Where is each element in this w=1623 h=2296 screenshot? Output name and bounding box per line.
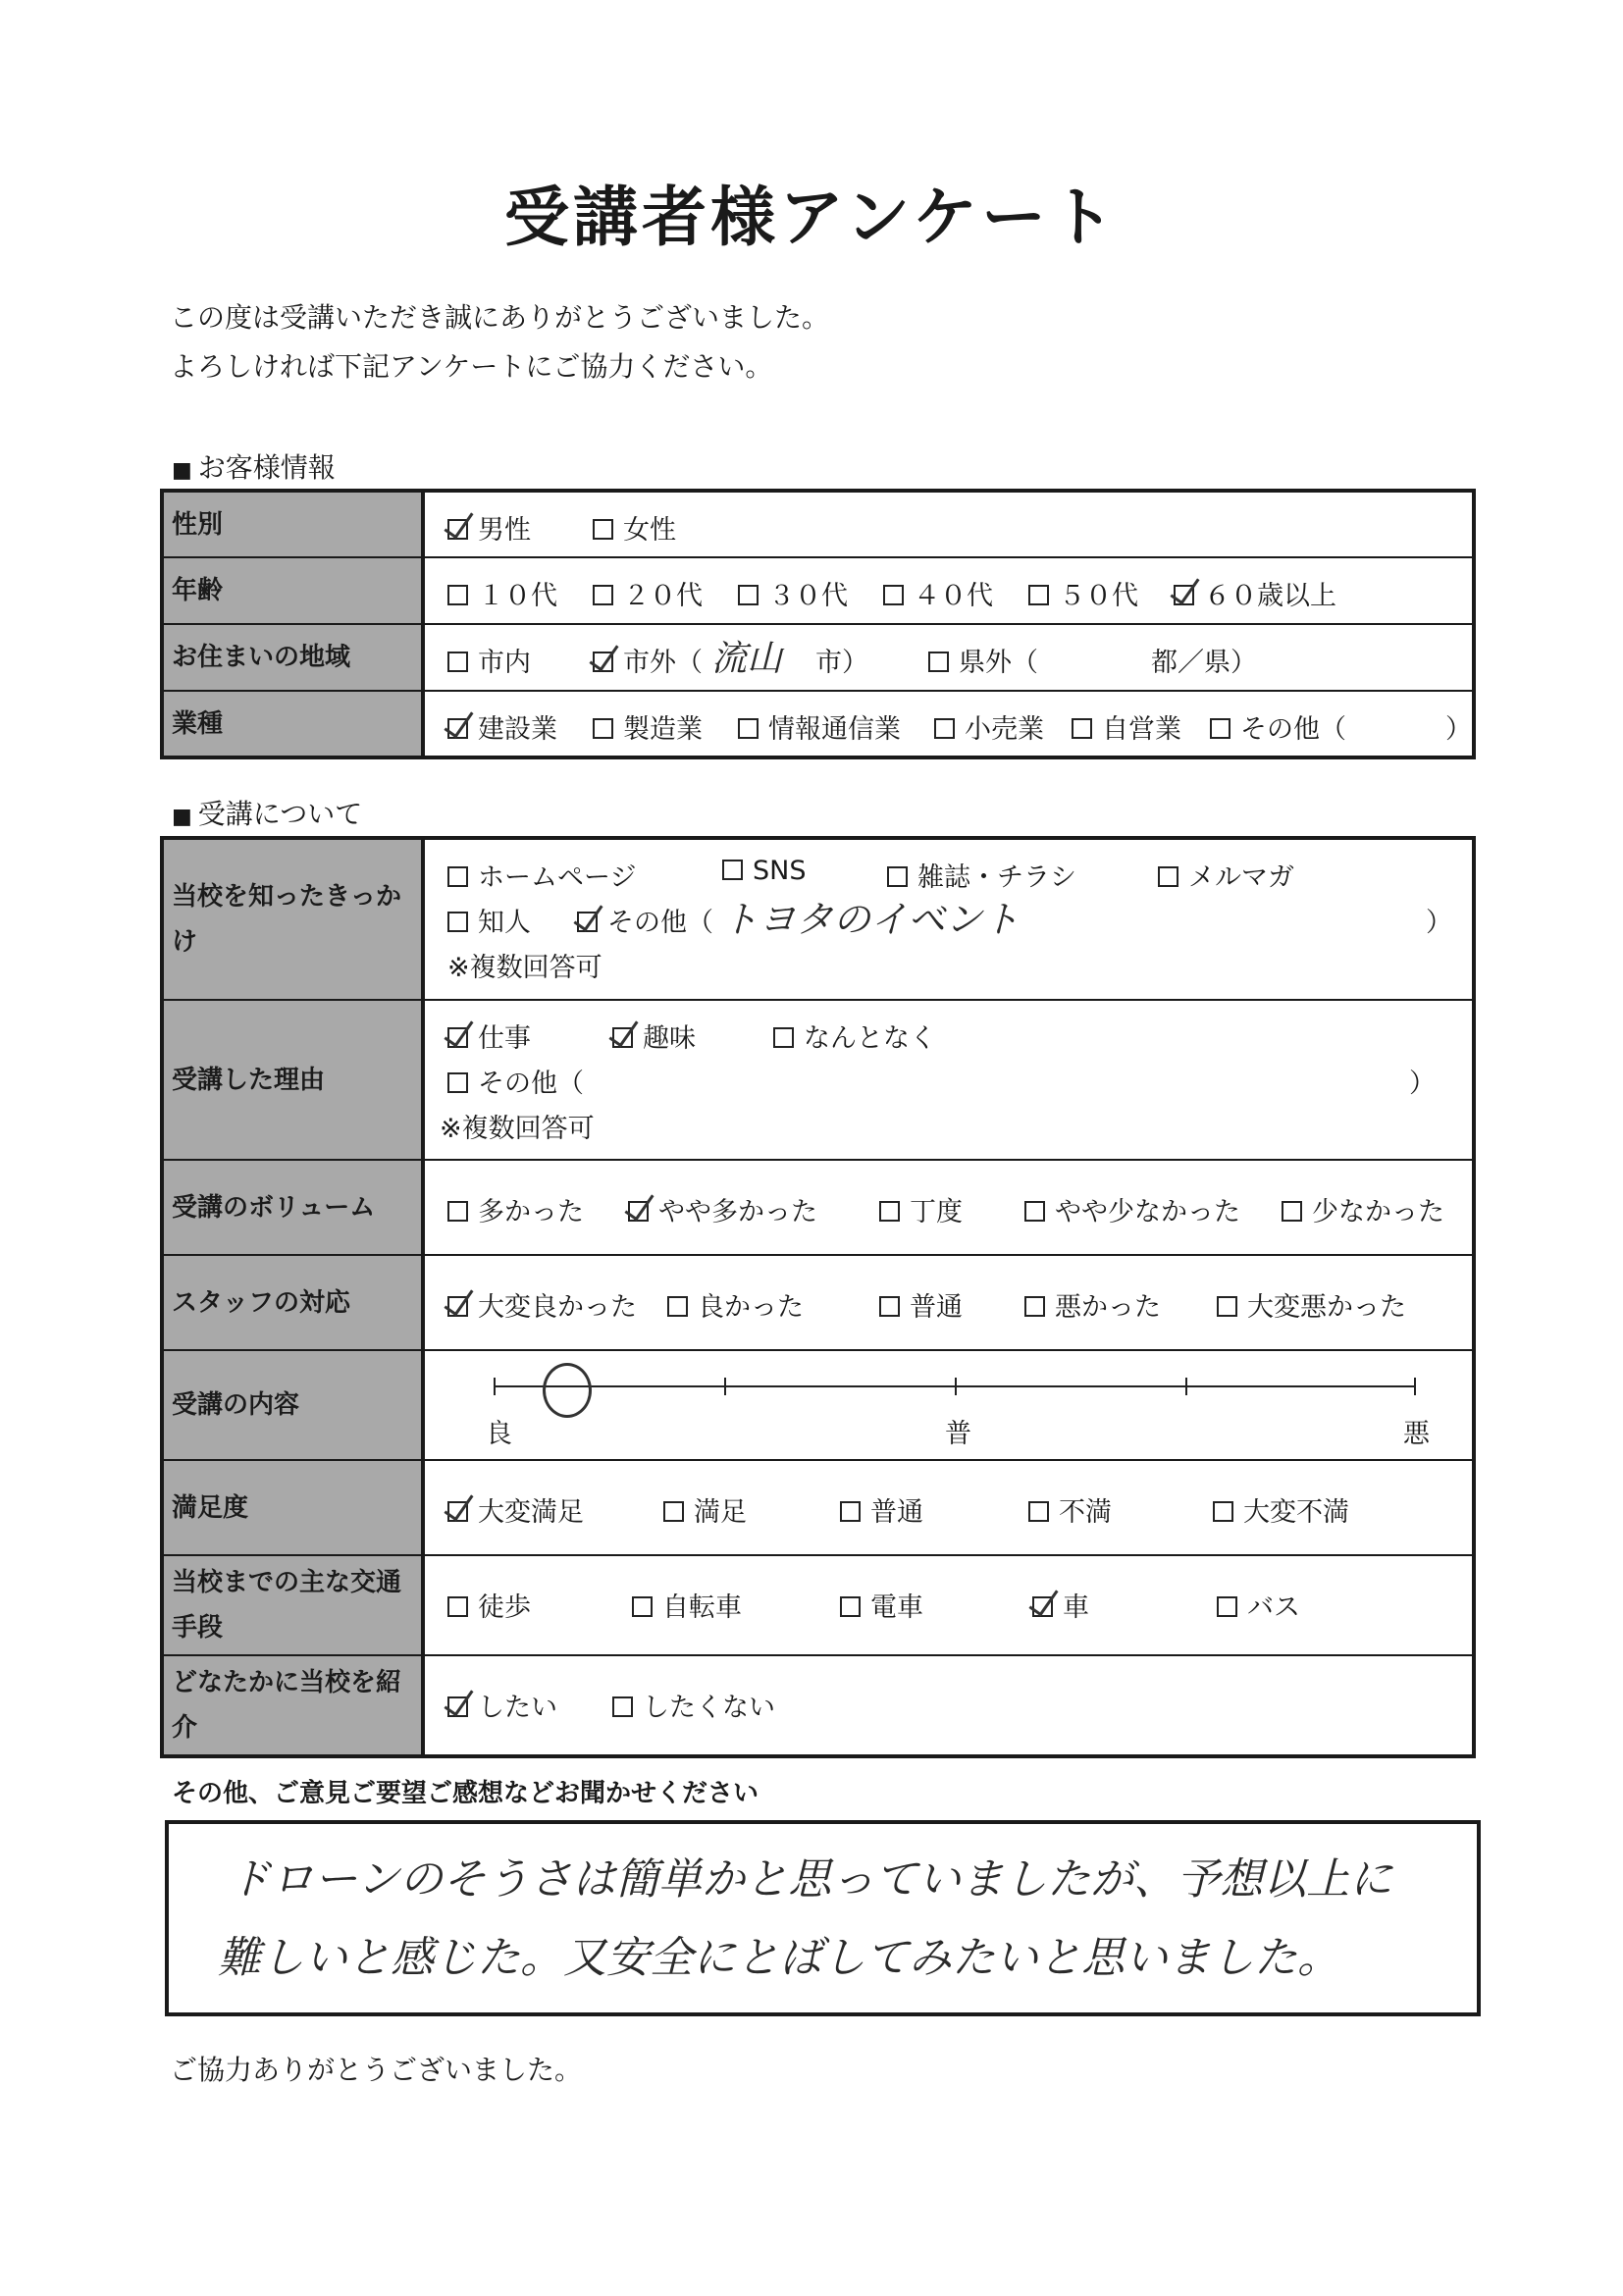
age-40s-option[interactable] <box>883 574 993 612</box>
closing-message: ご協力ありがとうございました。 <box>170 2054 583 2086</box>
reason-note: ※複数回答可 <box>440 1114 595 1144</box>
scale-tick <box>955 1378 957 1395</box>
page-title: 受講者様アンケート <box>503 180 1120 255</box>
discovery-label: 当校を知ったきっかけ <box>162 838 423 1000</box>
option-label: やや多かった <box>658 1197 817 1227</box>
checkbox[interactable] <box>1158 866 1178 887</box>
gender-row <box>162 491 1474 557</box>
option-label: 多かった <box>478 1197 584 1227</box>
age-label: 年齢 <box>162 557 423 624</box>
reason-options <box>423 1000 1474 1160</box>
checkbox[interactable] <box>722 860 743 880</box>
option-label: 雑誌・チラシ <box>917 862 1076 893</box>
option-label: その他（ <box>1240 714 1346 745</box>
checkbox[interactable] <box>1024 1296 1045 1317</box>
transport-bicycle-option[interactable] <box>632 1586 742 1624</box>
discovery-other-close: ） <box>1426 908 1452 938</box>
option-label: ホームページ <box>478 862 637 893</box>
option-label: 満足 <box>694 1497 747 1528</box>
option-label: 市外（ <box>623 648 703 678</box>
volume-bitmuch-option[interactable] <box>628 1190 817 1228</box>
refer-yes-option[interactable] <box>447 1686 557 1724</box>
region-prefecture-option[interactable] <box>928 641 1038 679</box>
checkbox[interactable] <box>667 1296 688 1317</box>
option-label: 製造業 <box>623 714 703 745</box>
gender-female-option[interactable] <box>593 508 676 547</box>
checkbox[interactable] <box>632 1596 653 1617</box>
customer-section-heading <box>172 446 336 486</box>
course-section-heading <box>172 793 362 832</box>
option-label: 知人 <box>478 908 531 938</box>
option-label: メルマガ <box>1188 862 1294 893</box>
checkbox[interactable] <box>447 866 468 887</box>
option-label: SNS <box>753 856 807 886</box>
checkbox[interactable] <box>447 1027 468 1048</box>
transport-row <box>162 1555 1474 1655</box>
content-row <box>162 1350 1474 1460</box>
staff-label: スタッフの対応 <box>162 1255 423 1350</box>
intro-line-1: この度は受講いただき誠にありがとうございました。 <box>170 301 830 334</box>
scale-label-good: 良 <box>486 1419 512 1449</box>
staff-good-option[interactable] <box>667 1285 804 1324</box>
discovery-other-option[interactable] <box>577 901 713 939</box>
option-label: 建設業 <box>478 714 557 745</box>
checkbox[interactable] <box>1217 1296 1237 1317</box>
checkbox[interactable] <box>1210 718 1230 739</box>
transport-bus-option[interactable] <box>1217 1586 1300 1624</box>
option-label: したい <box>478 1693 557 1723</box>
discovery-homepage-option[interactable] <box>447 856 636 894</box>
checkbox[interactable] <box>447 1072 468 1093</box>
staff-bad-option[interactable] <box>1024 1285 1161 1324</box>
checkbox[interactable] <box>593 718 613 739</box>
industry-row <box>162 691 1474 757</box>
option-label: 情報通信業 <box>768 714 901 745</box>
option-label: したくない <box>643 1693 775 1723</box>
checkbox[interactable] <box>447 1596 468 1617</box>
option-label: ６０歳以上 <box>1204 581 1336 611</box>
staff-normal-option[interactable] <box>879 1285 963 1324</box>
option-label: 普通 <box>870 1497 923 1528</box>
reason-other-option[interactable] <box>447 1062 584 1100</box>
industry-retail-option[interactable] <box>934 707 1044 746</box>
refer-no-option[interactable] <box>612 1686 775 1724</box>
industry-other-option[interactable] <box>1210 707 1346 746</box>
checkbox[interactable] <box>840 1596 861 1617</box>
reason-label: 受講した理由 <box>162 1000 423 1160</box>
volume-right-option[interactable] <box>879 1190 963 1228</box>
option-label: 丁度 <box>910 1197 963 1227</box>
reason-other-close: ） <box>1409 1069 1436 1099</box>
checkbox[interactable] <box>447 718 468 739</box>
age-60plus-option[interactable] <box>1174 574 1336 612</box>
age-options <box>423 557 1474 624</box>
gender-label: 性別 <box>162 491 423 557</box>
checkbox[interactable] <box>934 718 955 739</box>
staff-row <box>162 1255 1474 1350</box>
staff-verybad-option[interactable] <box>1217 1285 1406 1324</box>
option-label: 自転車 <box>662 1592 742 1623</box>
region-inside-option[interactable] <box>447 641 531 679</box>
discovery-acquaintance-option[interactable] <box>447 901 531 939</box>
checkbox[interactable] <box>879 1201 900 1222</box>
discovery-mailmag-option[interactable] <box>1158 856 1294 894</box>
scale-selection-mark[interactable] <box>543 1363 592 1418</box>
reason-hobby-option[interactable] <box>612 1017 696 1055</box>
industry-manufacturing-option[interactable] <box>593 707 703 746</box>
square-bullet-icon: ■ <box>172 458 192 483</box>
checkbox[interactable] <box>447 1296 468 1317</box>
option-label: 少なかった <box>1312 1197 1444 1227</box>
option-label: 不満 <box>1059 1497 1112 1528</box>
checkbox[interactable] <box>593 519 613 540</box>
region-row <box>162 624 1474 691</box>
checkbox[interactable] <box>447 1501 468 1522</box>
option-label: 徒歩 <box>478 1592 531 1623</box>
checkbox[interactable] <box>773 1027 794 1048</box>
option-label: 自営業 <box>1102 714 1181 745</box>
option-label: その他（ <box>478 1069 584 1099</box>
gender-male-option[interactable] <box>447 508 531 547</box>
checkbox[interactable] <box>1028 585 1049 605</box>
comments-heading: その他、ご意見ご要望ご感想などお聞かせください <box>172 1779 759 1808</box>
checkbox[interactable] <box>593 585 613 605</box>
satisfaction-dissatisfied-option[interactable] <box>1028 1490 1112 1529</box>
industry-it-option[interactable] <box>738 707 901 746</box>
volume-much-option[interactable] <box>447 1190 584 1228</box>
option-label: 男性 <box>478 515 531 546</box>
industry-construction-option[interactable] <box>447 707 557 746</box>
staff-verygood-option[interactable] <box>447 1285 637 1324</box>
option-label: 電車 <box>870 1592 923 1623</box>
age-10s-option[interactable] <box>447 574 557 612</box>
scale-tick <box>724 1378 726 1395</box>
reason-work-option[interactable] <box>447 1017 531 1055</box>
checkbox[interactable] <box>612 1696 633 1717</box>
course-info-table <box>160 836 1476 1758</box>
option-label: 大変不満 <box>1243 1497 1349 1528</box>
comments-handwritten-line-2: 難しいと感じた。又安全にとばしてみたいと思いました。 <box>218 1933 1340 1983</box>
checkbox[interactable] <box>738 585 759 605</box>
checkbox[interactable] <box>447 519 468 540</box>
transport-options <box>423 1555 1474 1655</box>
option-label: 女性 <box>623 515 676 546</box>
option-label: 大変悪かった <box>1247 1292 1406 1323</box>
age-20s-option[interactable] <box>593 574 703 612</box>
refer-options <box>423 1655 1474 1756</box>
checkbox[interactable] <box>577 912 598 932</box>
customer-section-heading-text: お客様情報 <box>197 451 336 484</box>
option-label: １０代 <box>478 581 557 611</box>
checkbox[interactable] <box>879 1296 900 1317</box>
region-outside-option[interactable] <box>593 641 703 679</box>
checkbox[interactable] <box>612 1027 633 1048</box>
volume-few-option[interactable] <box>1282 1190 1444 1228</box>
checkbox[interactable] <box>1072 718 1092 739</box>
option-label: やや少なかった <box>1055 1197 1240 1227</box>
checkbox[interactable] <box>1024 1201 1045 1222</box>
region-city-suffix: 市） <box>815 648 868 678</box>
comments-handwritten-line-1: ドローンのそうさは簡単かと思っていましたが、予想以上に <box>228 1854 1393 1905</box>
option-label: 大変良かった <box>478 1292 637 1323</box>
option-label: なんとなく <box>804 1023 936 1054</box>
square-bullet-icon: ■ <box>172 805 192 829</box>
industry-options <box>423 691 1474 757</box>
satisfaction-row <box>162 1460 1474 1555</box>
checkbox[interactable] <box>628 1201 649 1222</box>
transport-walk-option[interactable] <box>447 1586 531 1624</box>
checkbox[interactable] <box>447 1201 468 1222</box>
option-label: 県外（ <box>959 648 1038 678</box>
option-label: 仕事 <box>478 1023 531 1054</box>
discovery-row <box>162 838 1474 1000</box>
volume-label: 受講のボリューム <box>162 1160 423 1255</box>
checkbox[interactable] <box>1213 1501 1233 1522</box>
satisfaction-verydissatisfied-option[interactable] <box>1213 1490 1349 1529</box>
refer-row <box>162 1655 1474 1756</box>
option-label: バス <box>1247 1592 1300 1623</box>
transport-car-option[interactable] <box>1032 1586 1089 1624</box>
scale-tick <box>494 1378 496 1395</box>
staff-options <box>423 1255 1474 1350</box>
transport-train-option[interactable] <box>840 1586 923 1624</box>
option-label: ３０代 <box>768 581 848 611</box>
satisfaction-label: 満足度 <box>162 1460 423 1555</box>
checkbox[interactable] <box>1217 1596 1237 1617</box>
option-label: 市内 <box>478 648 531 678</box>
option-label: 車 <box>1063 1592 1089 1623</box>
industry-other-close: ） <box>1445 714 1472 745</box>
age-50s-option[interactable] <box>1028 574 1138 612</box>
age-row <box>162 557 1474 624</box>
checkbox[interactable] <box>593 652 613 672</box>
option-label: 普通 <box>910 1292 963 1323</box>
reason-somehow-option[interactable] <box>773 1017 936 1055</box>
satisfaction-satisfied-option[interactable] <box>663 1490 747 1529</box>
checkbox[interactable] <box>928 652 949 672</box>
scale-label-normal: 普 <box>945 1419 971 1449</box>
reason-row <box>162 1000 1474 1160</box>
checkbox[interactable] <box>1282 1201 1302 1222</box>
checkbox[interactable] <box>1174 585 1194 605</box>
region-label: お住まいの地域 <box>162 624 423 691</box>
option-label: 小売業 <box>965 714 1044 745</box>
content-label: 受講の内容 <box>162 1350 423 1460</box>
scale-tick <box>1185 1378 1187 1395</box>
volume-row <box>162 1160 1474 1255</box>
satisfaction-verysatisfied-option[interactable] <box>447 1490 584 1529</box>
scale-tick <box>1414 1378 1416 1395</box>
industry-label: 業種 <box>162 691 423 757</box>
checkbox[interactable] <box>447 912 468 932</box>
region-prefecture-suffix: 都／県） <box>1151 648 1257 678</box>
checkbox[interactable] <box>663 1501 684 1522</box>
discovery-options <box>423 838 1474 1000</box>
discovery-sns-option[interactable] <box>722 856 806 886</box>
age-30s-option[interactable] <box>738 574 848 612</box>
transport-label: 当校までの主な交通手段 <box>162 1555 423 1655</box>
checkbox[interactable] <box>447 1696 468 1717</box>
industry-selfemployed-option[interactable] <box>1072 707 1181 746</box>
checkbox[interactable] <box>887 866 908 887</box>
scale-label-bad: 悪 <box>1403 1419 1430 1449</box>
content-scale <box>423 1350 1474 1460</box>
comments-textarea[interactable] <box>165 1820 1481 2016</box>
intro-line-2: よろしければ下記アンケートにご協力ください。 <box>170 350 773 383</box>
option-label: ２０代 <box>623 581 703 611</box>
option-label: 趣味 <box>643 1023 696 1054</box>
checkbox[interactable] <box>1032 1596 1053 1617</box>
discovery-note: ※複数回答可 <box>447 953 602 983</box>
option-label: 良かった <box>698 1292 804 1323</box>
checkbox[interactable] <box>1028 1501 1049 1522</box>
region-city-handwritten: 流山 <box>711 639 783 679</box>
customer-info-table <box>160 489 1476 759</box>
volume-options <box>423 1160 1474 1255</box>
option-label: その他（ <box>607 908 713 938</box>
refer-label: どなたかに当校を紹介 <box>162 1655 423 1756</box>
satisfaction-normal-option[interactable] <box>840 1490 923 1529</box>
discovery-other-handwritten: トヨタのイベント <box>721 898 1021 941</box>
course-section-heading-text: 受講について <box>197 798 363 830</box>
checkbox[interactable] <box>447 585 468 605</box>
checkbox[interactable] <box>883 585 904 605</box>
region-options <box>423 624 1474 691</box>
checkbox[interactable] <box>447 652 468 672</box>
checkbox[interactable] <box>840 1501 861 1522</box>
option-label: ４０代 <box>914 581 993 611</box>
satisfaction-options <box>423 1460 1474 1555</box>
option-label: 大変満足 <box>478 1497 584 1528</box>
volume-bitfew-option[interactable] <box>1024 1190 1240 1228</box>
option-label: ５０代 <box>1059 581 1138 611</box>
gender-options <box>423 491 1474 557</box>
option-label: 悪かった <box>1055 1292 1161 1323</box>
checkbox[interactable] <box>738 718 759 739</box>
